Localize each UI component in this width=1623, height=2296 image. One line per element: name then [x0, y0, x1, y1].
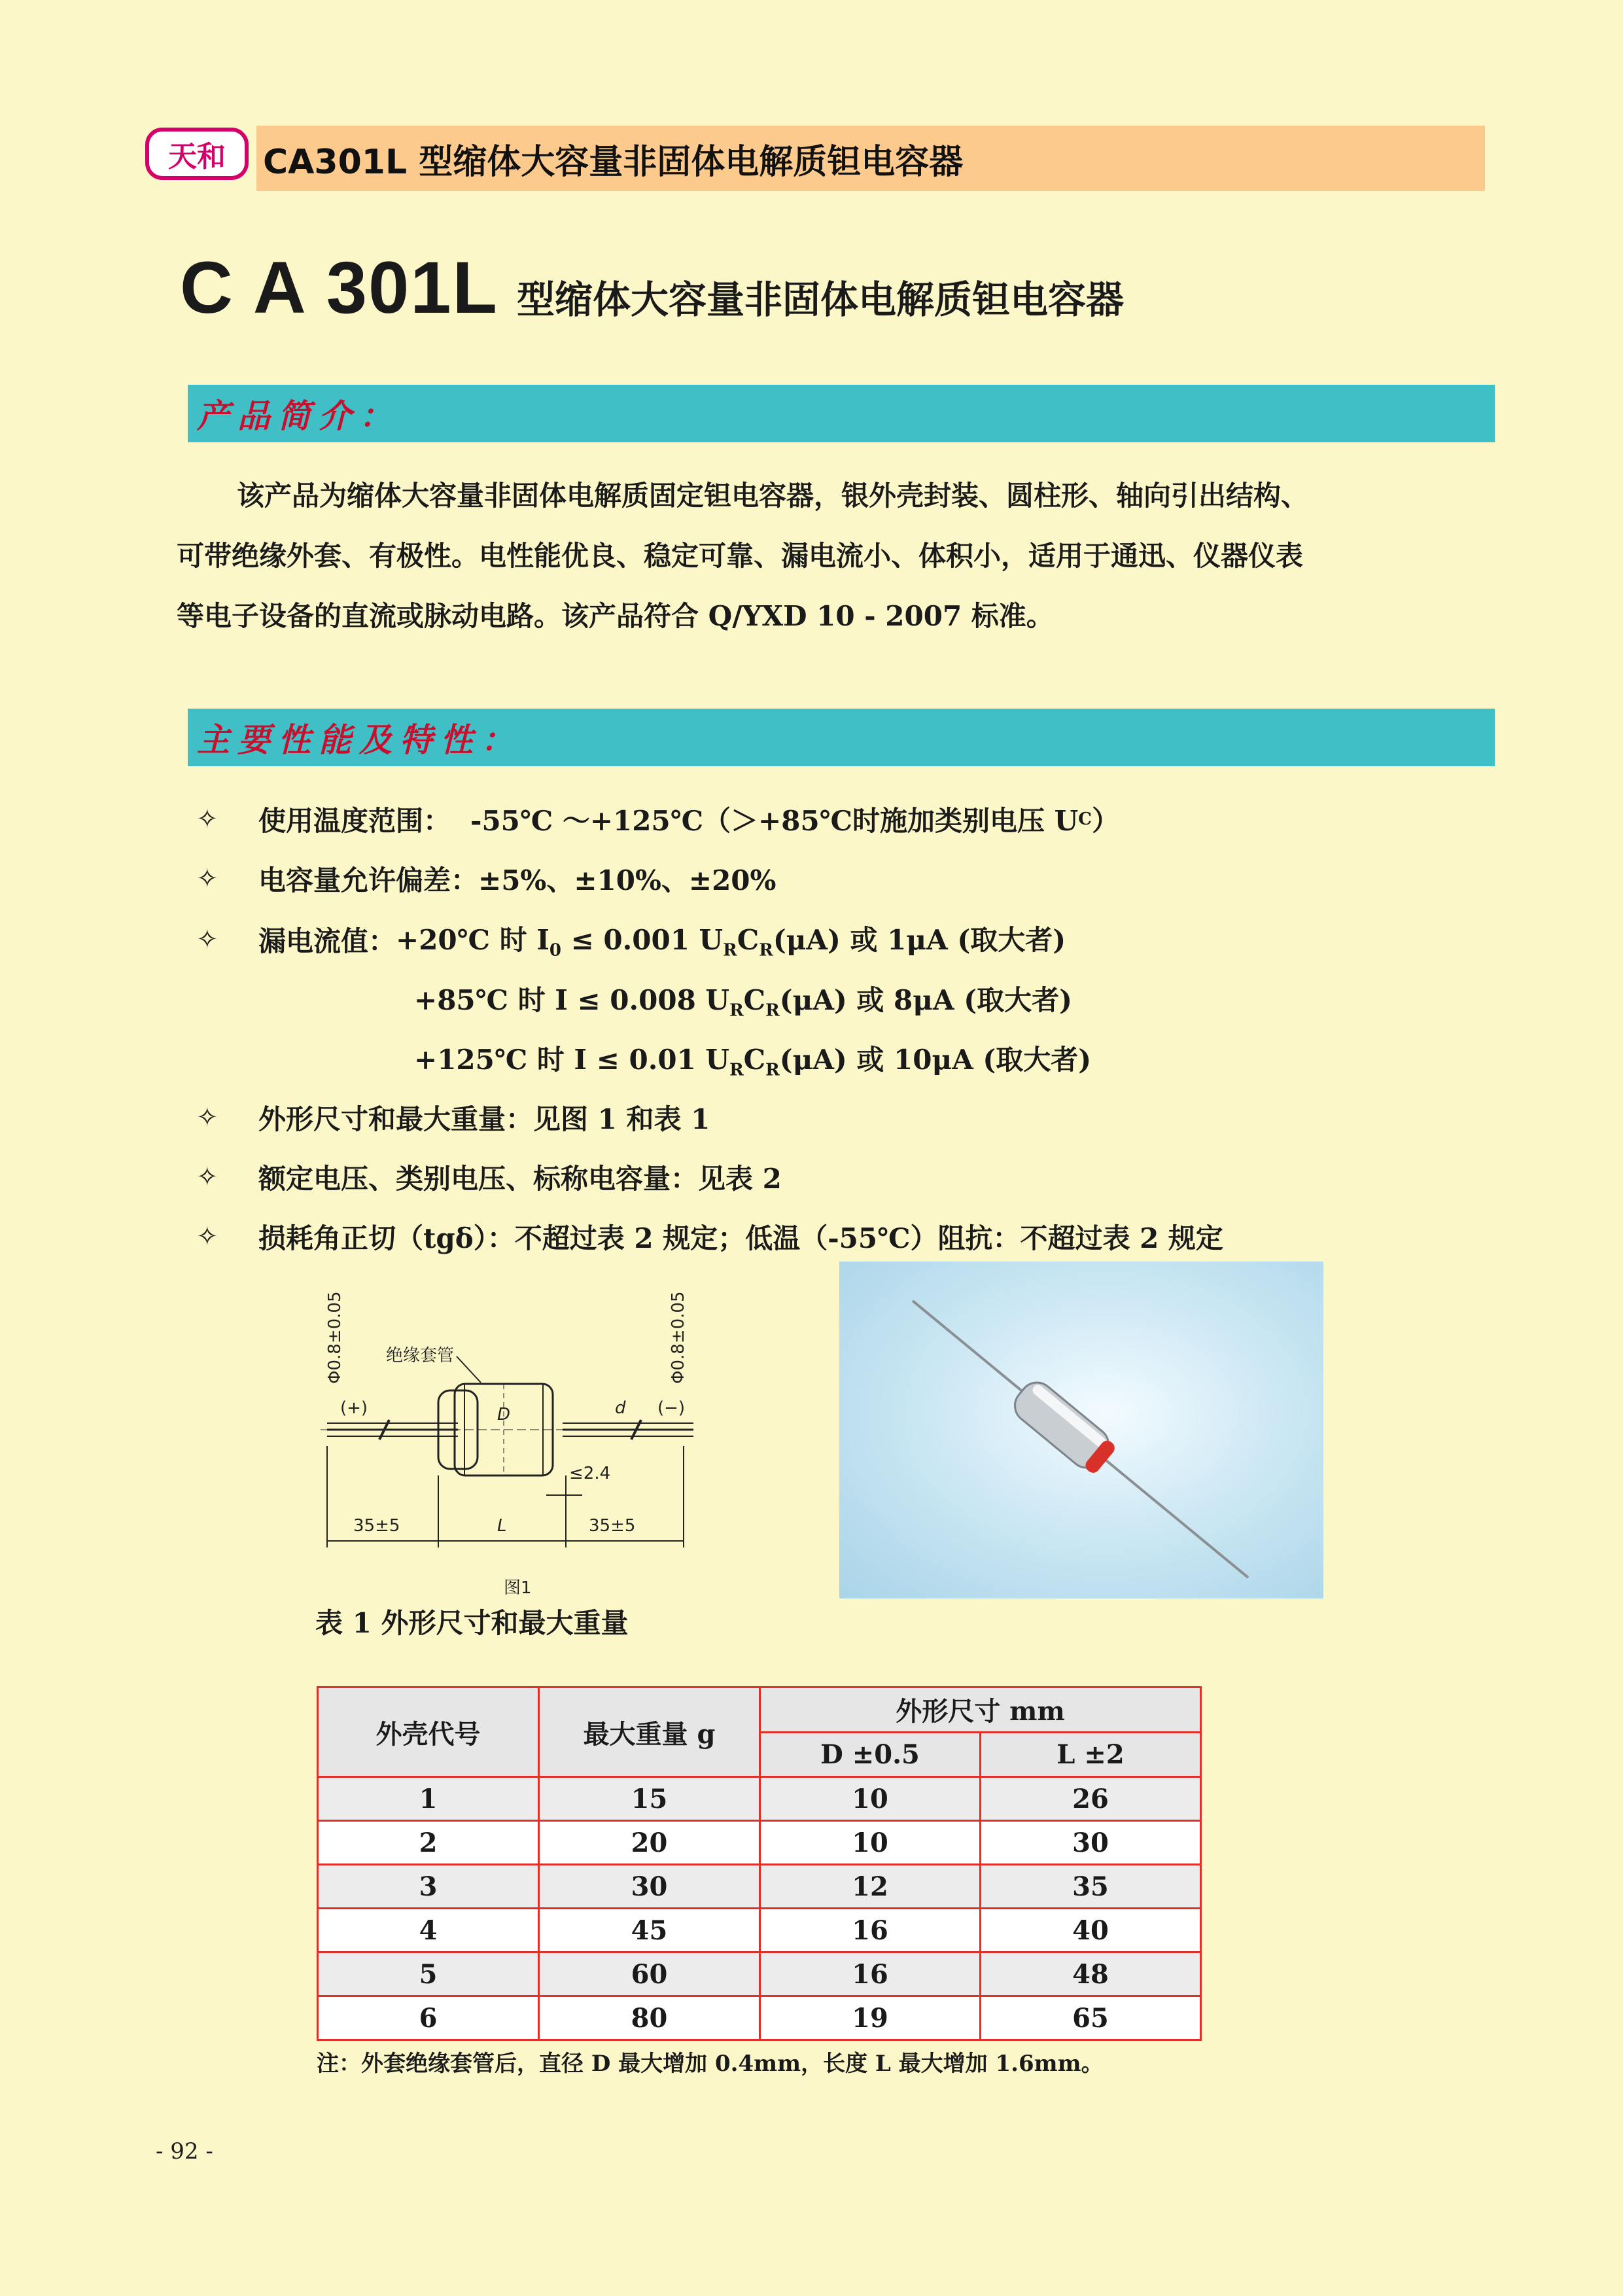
loss-label: 损耗角正切（tgδ）：不超过表 2 规定；低温（-55℃）阻抗：不超过表 2 规定 [258, 1222, 1223, 1254]
gap-label: ≤2.4 [569, 1464, 611, 1483]
feature-leakage [196, 919, 1066, 960]
temp-sub: C [1078, 809, 1092, 829]
section-heading-intro [188, 385, 1495, 442]
header-title: CA301L 型缩体大容量非固体电解质钽电容器 [263, 142, 964, 182]
tol-value: ±5%、±10%、±20% [478, 864, 777, 896]
col-header-case: 外壳代号 [318, 1687, 539, 1777]
dimension-drawing [307, 1286, 700, 1606]
dim-label: 外形尺寸和最大重量：见图 1 和表 1 [258, 1103, 710, 1135]
title-text: 型缩体大容量非固体电解质钽电容器 [516, 277, 1124, 322]
temp-value: -55℃ ～+125℃（＞+85℃时施加类别电压 U [470, 805, 1079, 837]
bullet-icon: ✧ [196, 864, 218, 894]
intro-line-2: 可带绝缘外套、有极性。电性能优良、稳定可靠、漏电流小、体积小，适用于通迅、仪器仪表 [177, 540, 1304, 572]
minus-label: (−) [657, 1398, 686, 1418]
d-big-label: D [497, 1405, 511, 1424]
header-title-bar [256, 126, 1485, 191]
figure-label: 图1 [504, 1578, 532, 1598]
leak-label: 漏电流值： [258, 925, 396, 957]
right-length-label: 35±5 [589, 1516, 636, 1536]
bullet-icon: ✧ [196, 924, 218, 955]
section-heading-features-text: 主要性能及特性： [197, 720, 521, 759]
feature-tolerance [196, 859, 776, 898]
table-row: 4 45 16 40 [318, 1909, 1201, 1952]
feature-dimensions [196, 1098, 710, 1137]
table-caption: 表 1 外形尺寸和最大重量 [315, 1607, 629, 1639]
table-row: 2 20 10 30 [318, 1821, 1201, 1865]
feature-loss [196, 1217, 1223, 1256]
dimension-table [317, 1686, 1202, 2041]
volt-label: 额定电压、类别电压、标称电容量：见表 2 [258, 1163, 782, 1195]
product-photo [839, 1262, 1323, 1598]
feature-temperature [196, 800, 1119, 839]
col-header-weight: 最大重量 g [539, 1687, 760, 1777]
col-header-l: L ±2 [981, 1732, 1201, 1777]
leak-line-3: +125℃ 时 I ≤ 0.01 $U_RC_R(\mu A)$ 或 10μA (取大者) [414, 1044, 1092, 1080]
temp-end: ） [1091, 805, 1119, 837]
lead-dia-right: Φ0.8±0.05 [669, 1291, 688, 1384]
table-note: 注：外套绝缘套管后，直径 D 最大增加 0.4mm，长度 L 最大增加 1.6mm。 [317, 2051, 1104, 2077]
section-heading-features [188, 709, 1495, 766]
col-header-d: D ±0.5 [760, 1732, 981, 1777]
tol-label: 电容量允许偏差： [258, 864, 479, 896]
page-title [180, 245, 1124, 330]
table-row: 3 30 12 35 [318, 1865, 1201, 1909]
bullet-icon: ✧ [196, 1222, 218, 1252]
body-length-label: L [497, 1516, 507, 1536]
bullet-icon: ✧ [196, 804, 218, 834]
temp-label: 使用温度范围： [258, 805, 451, 837]
bullet-icon: ✧ [196, 1103, 218, 1133]
intro-line-3: 等电子设备的直流或脉动电路。该产品符合 Q/YXD 10 - 2007 标准。 [177, 600, 1054, 632]
brand-logo: 天和 [145, 128, 249, 180]
leak-line-1: +20℃ 时 $I_0 \le 0.001$ $U_RC_R(\mu A)$ 或 1μA (取大者) [396, 924, 1066, 961]
bullet-icon: ✧ [196, 1162, 218, 1192]
left-length-label: 35±5 [353, 1516, 400, 1536]
intro-line-1: 该产品为缩体大容量非固体电解质固定钽电容器，银外壳封装、圆柱形、轴向引出结构、 [237, 480, 1309, 512]
table-row: 5 60 16 48 [318, 1952, 1201, 1996]
table-row: 6 80 19 65 [318, 1996, 1201, 2040]
title-model: C A 301L [180, 247, 498, 328]
table-row: 1 15 10 26 [318, 1777, 1201, 1821]
feature-voltage [196, 1157, 782, 1197]
intro-paragraph [177, 466, 1492, 646]
col-header-dims: 外形尺寸 mm [760, 1687, 1201, 1733]
page-number: - 92 - [156, 2138, 213, 2164]
sleeve-label: 绝缘套管 [386, 1346, 455, 1366]
section-heading-intro-text: 产品简介： [197, 397, 400, 435]
leak-line-2: +85℃ 时 I ≤ 0.008 $U_RC_R(\mu A)$ 或 8μA (取大者) [414, 984, 1072, 1021]
plus-label: (+) [340, 1398, 368, 1418]
lead-dia-left: Φ0.8±0.05 [325, 1291, 345, 1384]
d-small-label: d [615, 1398, 626, 1418]
